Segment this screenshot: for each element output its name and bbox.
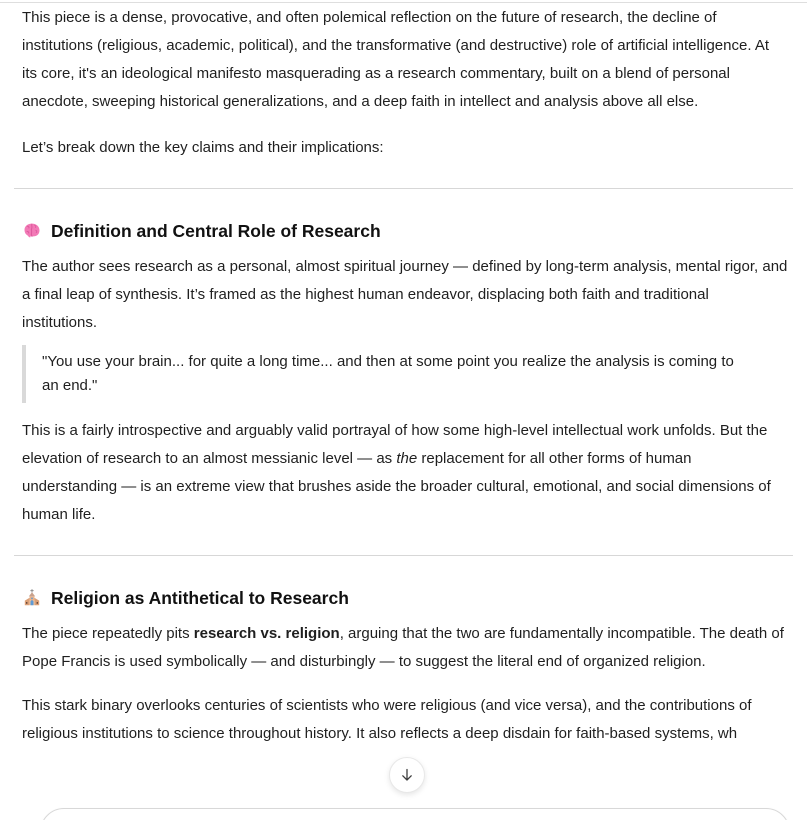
bold-text: research vs. religion xyxy=(193,625,340,642)
section-heading-religion xyxy=(22,584,788,612)
section2-paragraph-2: This stark binary overlooks centuries of scientists who were religious (and vice versa), and the contributions of religious institutions to science throughout history. It also reflects a deep disdain for faith-based systems, wh xyxy=(22,697,752,742)
paragraph-text: , arguing that the two are fundamentally incompatible. The death of Pope Francis is used symbolically — and disturbingly — to suggest the literal end of organized religion. xyxy=(22,625,784,670)
section-heading-text: Religion as Antithetical to Research xyxy=(51,588,349,608)
section-divider xyxy=(14,555,793,556)
paragraph-text: This is a fairly introspective and arguably valid portrayal of how some high-level intellectual work unfolds. But the elevation of research to an almost messianic level — as xyxy=(22,422,768,467)
brain-emoji-icon xyxy=(22,221,42,241)
blockquote xyxy=(22,345,788,403)
section2-paragraph-1 xyxy=(22,620,788,676)
section-divider xyxy=(14,188,793,189)
church-emoji-icon xyxy=(22,588,42,608)
paragraph-text: The piece repeatedly pits xyxy=(22,625,194,642)
arrow-down-icon xyxy=(399,767,415,783)
paragraph-text: replacement for all other forms of human understanding — is an extreme view that brushes aside the broader cultural, emotional, and social dimensions of human life. xyxy=(22,450,771,523)
lead-in-paragraph: Let’s break down the key claims and their implications: xyxy=(22,139,384,156)
section1-paragraph-2 xyxy=(22,417,788,529)
blockquote-text: "You use your brain... for quite a long time... and then at some point you realize the analysis is coming to an end." xyxy=(42,353,734,394)
chat-input-box[interactable] xyxy=(40,808,790,820)
section-heading-definition xyxy=(22,217,788,245)
assistant-message-body xyxy=(22,0,788,748)
scroll-to-bottom-button[interactable] xyxy=(389,757,425,793)
section-heading-text: Definition and Central Role of Research xyxy=(51,221,381,241)
section1-paragraph-1: The author sees research as a personal, almost spiritual journey — defined by long-term analysis, mental rigor, and a final leap of synthesis. It’s framed as the highest human endeavor, displacing both faith and traditional institutions. xyxy=(22,258,788,331)
italic-text: the xyxy=(396,450,418,467)
intro-paragraph: This piece is a dense, provocative, and often polemical reflection on the future of research, the decline of institutions (religious, academic, political), and the transformative (and destructive) role of artificial intelligence. At its core, it's an ideological manifesto masquerading as a research commentary, built on a blend of personal anecdote, sweeping historical generalizations, and a deep faith in intellect and analysis above all else. xyxy=(22,9,770,110)
